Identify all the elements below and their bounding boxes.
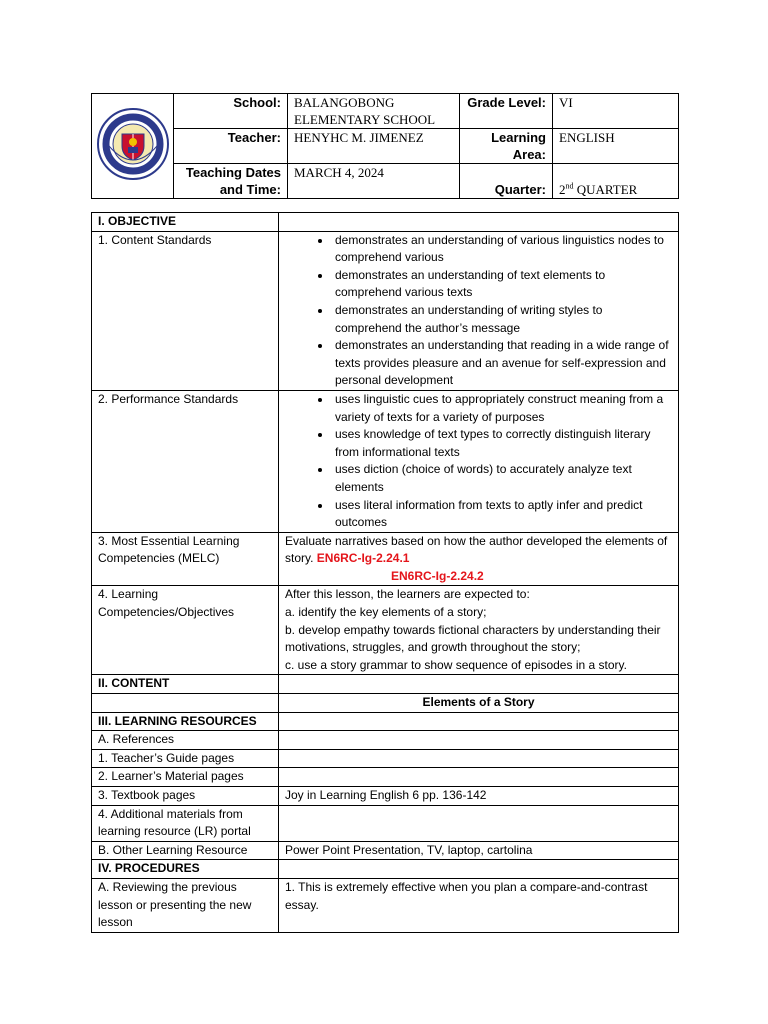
deped-seal-icon: [95, 106, 171, 182]
additional-materials-label: 4. Additional materials from learning resource (LR) portal: [92, 805, 279, 841]
list-item: • uses knowledge of text types to correctly distinguish literary from informational texts: [332, 426, 672, 461]
learners-material-label: 2. Learner’s Material pages: [92, 768, 279, 787]
learning-resources-heading: III. LEARNING RESOURCES: [92, 712, 279, 731]
performance-standards-label: 2. Performance Standards: [92, 390, 279, 532]
deped-logo: [92, 94, 174, 199]
list-item: • uses diction (choice of words) to accurately analyze text elements: [332, 461, 672, 496]
references-label: A. References: [92, 731, 279, 750]
procedure-a-label: A. Reviewing the previous lesson or presenting the new lesson: [92, 878, 279, 932]
procedure-a-value: 1. This is extremely effective when you plan a compare-and-contrast essay.: [279, 878, 679, 932]
other-resource-label: B. Other Learning Resource: [92, 841, 279, 860]
list-item: • uses literal information from texts to aptly infer and predict outcomes: [332, 497, 672, 532]
teaching-dates-label: Teaching Dates and Time:: [174, 164, 288, 199]
header-table: [91, 93, 679, 199]
melc-code-1: EN6RC-Ig-2.24.1: [316, 551, 410, 566]
list-item: • uses linguistic cues to appropriately construct meaning from a variety of texts for a variety of purposes: [332, 391, 672, 426]
melc-value: Evaluate narratives based on how the author developed the elements of story. EN6RC-Ig-2.24.1 EN6RC-Ig-2.24.2: [279, 532, 679, 586]
school-label: School:: [174, 94, 288, 129]
learning-competencies-value: After this lesson, the learners are expected to: a. identify the key elements of a story; b. develop empathy towards fictional characters by understanding their motivations, struggles, and growth throughout the story; c. use a story grammar to show sequence of episodes in a story.: [279, 586, 679, 675]
procedures-heading: IV. PROCEDURES: [92, 860, 279, 879]
school-value: BALANGOBONG ELEMENTARY SCHOOL: [288, 94, 460, 129]
other-resource-value: Power Point Presentation, TV, laptop, cartolina: [279, 841, 679, 860]
learning-competencies-label: 4. Learning Competencies/Objectives: [92, 586, 279, 675]
content-standards-list: [279, 231, 679, 390]
list-item: • demonstrates an understanding of text elements to comprehend various texts: [332, 267, 672, 302]
melc-label: 3. Most Essential Learning Competencies (MELC): [92, 532, 279, 586]
list-item: • demonstrates an understanding that reading in a wide range of texts provides pleasure and an avenue for self-expression and personal development: [332, 337, 672, 390]
teacher-value: HENYHC M. JIMENEZ: [288, 129, 460, 164]
teaching-dates-value: MARCH 4, 2024: [288, 164, 460, 199]
grade-level-value: VI: [553, 94, 679, 129]
teachers-guide-label: 1. Teacher’s Guide pages: [92, 749, 279, 768]
grade-level-label: Grade Level:: [460, 94, 553, 129]
quarter-value: 2nd QUARTER: [553, 164, 679, 199]
list-item: • demonstrates an understanding of writing styles to comprehend the author’s message: [332, 302, 672, 337]
teacher-label: Teacher:: [174, 129, 288, 164]
quarter-label: Quarter:: [460, 164, 553, 199]
performance-standards-list: [279, 390, 679, 532]
objective-heading: I. OBJECTIVE: [92, 213, 279, 232]
content-topic: Elements of a Story: [279, 694, 679, 713]
list-item: • demonstrates an understanding of various linguistics nodes to comprehend various: [332, 232, 672, 267]
textbook-label: 3. Textbook pages: [92, 787, 279, 806]
content-standards-label: 1. Content Standards: [92, 231, 279, 390]
melc-code-2: EN6RC-Ig-2.24.2: [391, 568, 484, 583]
lesson-plan-table: [91, 212, 679, 933]
learning-area-value: ENGLISH: [553, 129, 679, 164]
learning-area-label: Learning Area:: [460, 129, 553, 164]
textbook-value: Joy in Learning English 6 pp. 136-142: [279, 787, 679, 806]
content-heading: II. CONTENT: [92, 675, 279, 694]
